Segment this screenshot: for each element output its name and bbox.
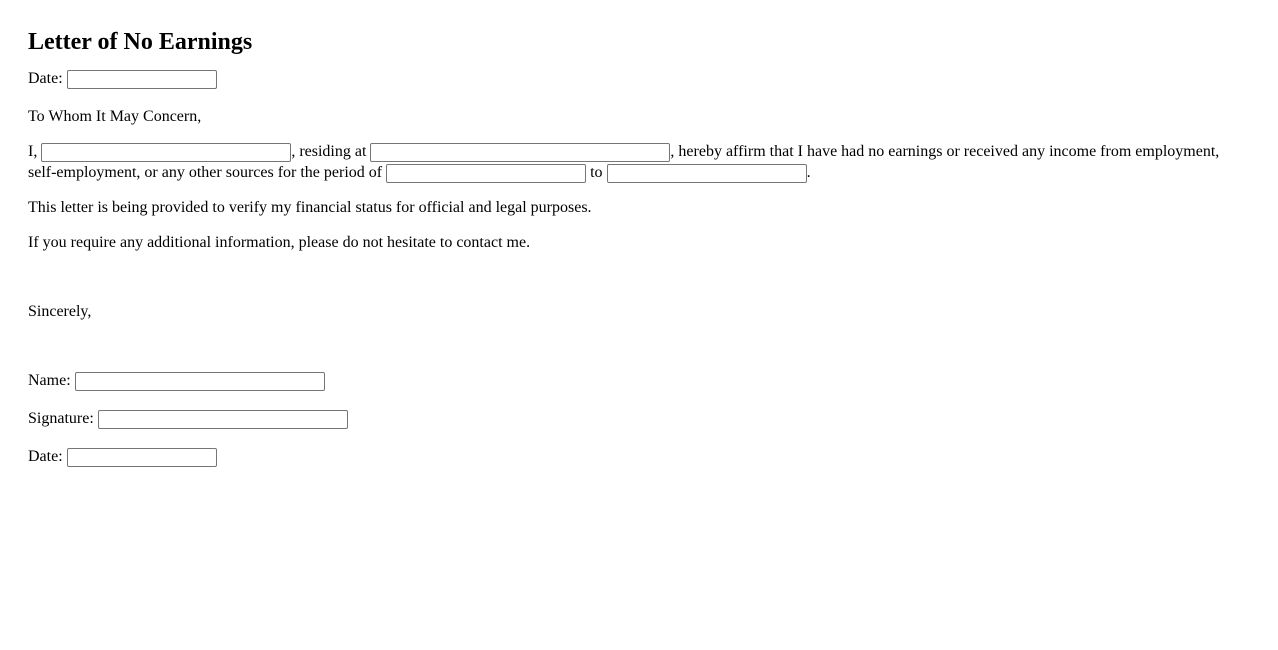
affirm-residing: , residing at [291,143,367,160]
spacer [28,267,1250,301]
footer-date-label: Date: [28,448,63,465]
salutation: To Whom It May Concern, [28,108,202,125]
signature-row [28,408,1250,430]
period-start-input[interactable] [386,164,586,183]
page-title: Letter of No Earnings [28,29,253,55]
affirm-prefix: I, [28,143,38,160]
purpose-text: This letter is being provided to verify my financial status for official and legal purposes. [28,199,592,216]
spacer [28,336,1250,370]
date-label: Date: [28,70,63,87]
signature-input[interactable] [98,410,348,429]
address-input[interactable] [370,143,670,162]
footer-date-row [28,446,1250,468]
affirmation-paragraph [28,141,1250,183]
name-row [28,370,1250,392]
affirm-to: to [590,164,603,181]
footer-date-input[interactable] [67,448,217,467]
affirm-hereby: , hereby affirm that I have had no earnings or received any income from employment, self-employment, or any other sources for the period of [28,143,1220,181]
date-row [28,68,1250,90]
affirm-end: . [806,164,811,181]
date-input[interactable] [67,70,217,89]
closing: Sincerely, [28,303,92,320]
name-input[interactable] [75,372,325,391]
contact-text: If you require any additional information, please do not hesitate to contact me. [28,234,531,251]
name-label: Name: [28,372,71,389]
period-end-input[interactable] [607,164,807,183]
signature-label: Signature: [28,410,94,427]
full-name-input[interactable] [41,143,291,162]
